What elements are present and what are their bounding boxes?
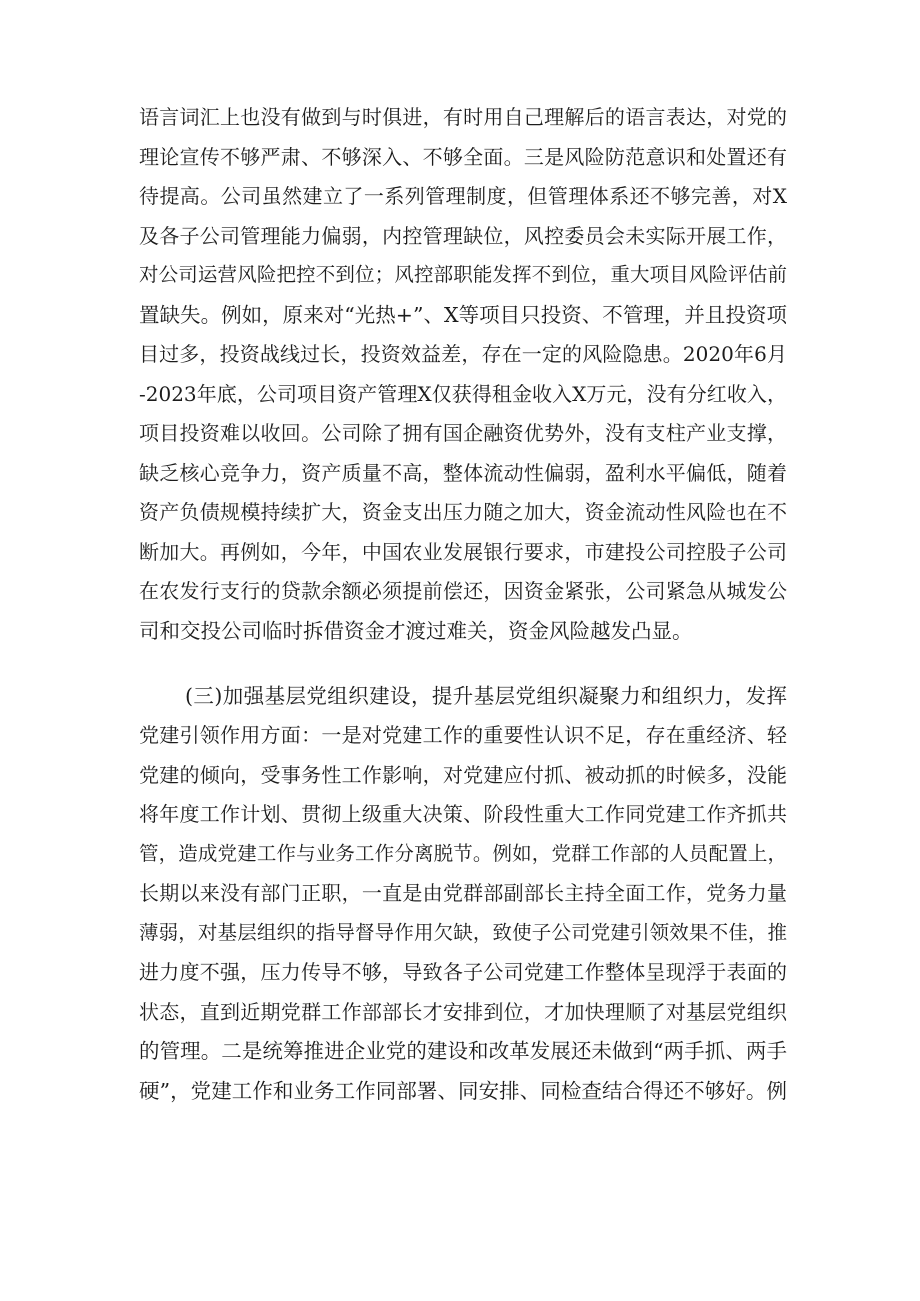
paragraph-2-line: 长期以来没有部门正职，一直是由党群部副部长主持全面工作，党务力量 bbox=[139, 881, 787, 905]
paragraph-1-line: 在农发行支行的贷款余额必须提前偿还，因资金紧张，公司紧急从城发公 bbox=[139, 579, 787, 603]
paragraph-2-line: 党建引领作用方面：一是对党建工作的重要性认识不足，存在重经济、轻 bbox=[139, 723, 787, 747]
paragraph-1-line: 断加大。再例如，今年，中国农业发展银行要求，市建投公司控股子公司 bbox=[139, 540, 787, 564]
paragraph-1-line: 资产负债规模持续扩大，资金支出压力随之加大，资金流动性风险也在不 bbox=[139, 500, 787, 524]
paragraph-2-line: 硬”，党建工作和业务工作同部署、同安排、同检查结合得还不够好。例 bbox=[139, 1079, 787, 1103]
paragraph-2-line: 将年度工作计划、贯彻上级重大决策、阶段性重大工作同党建工作齐抓共 bbox=[139, 802, 787, 826]
paragraph-1-line: 理论宣传不够严肃、不够深入、不够全面。三是风险防范意识和处置还有 bbox=[139, 145, 787, 169]
paragraph-2-line: 的管理。二是统筹推进企业党的建设和改革发展还未做到“两手抓、两手 bbox=[139, 1039, 787, 1063]
paragraph-1-line: 置缺失。例如，原来对“光热+”、X等项目只投资、不管理，并且投资项 bbox=[139, 303, 787, 327]
paragraph-1-line: 对公司运营风险把控不到位；风控部职能发挥不到位，重大项目风险评估前 bbox=[139, 263, 787, 286]
paragraph-1-line: 缺乏核心竞争力，资产质量不高，整体流动性偏弱，盈利水平偏低，随着 bbox=[139, 461, 787, 485]
paragraph-2-line: 党建的倾向，受事务性工作影响，对党建应付抓、被动抓的时候多，没能 bbox=[139, 763, 787, 787]
paragraph-1-line: 语言词汇上也没有做到与时俱进，有时用自己理解后的语言表达，对党的 bbox=[139, 105, 787, 129]
paragraph-2-line: 薄弱，对基层组织的指导督导作用欠缺，致使子公司党建引领效果不佳，推 bbox=[139, 921, 787, 944]
paragraph-2-line: 状态，直到近期党群工作部部长才安排到位，才加快理顺了对基层党组织 bbox=[139, 1000, 787, 1024]
paragraph-1-line: 项目投资难以收回。公司除了拥有国企融资优势外，没有支柱产业支撑， bbox=[139, 421, 787, 445]
paragraph-1-line: 及各子公司管理能力偏弱，内控管理缺位，风控委员会未实际开展工作， bbox=[139, 224, 787, 248]
paragraph-1-last-line: 司和交投公司临时拆借资金才渡过难关，资金风险越发凸显。 bbox=[139, 619, 693, 643]
paragraph-1-line: 目过多，投资战线过长，投资效益差，存在一定的风险隐患。2020年6月 bbox=[139, 342, 787, 366]
paragraph-2-line: 管，造成党建工作与业务工作分离脱节。例如，党群工作部的人员配置上， bbox=[139, 842, 787, 865]
paragraph-2-first-line: (三)加强基层党组织建设，提升基层党组织凝聚力和组织力，发挥 bbox=[185, 684, 787, 708]
paragraph-1-line: -2023年底，公司项目资产管理X仅获得租金收入X万元，没有分红收入， bbox=[139, 382, 787, 406]
paragraph-1-line: 待提高。公司虽然建立了一系列管理制度，但管理体系还不够完善，对X bbox=[139, 184, 787, 208]
paragraph-2-line: 进力度不强，压力传导不够，导致各子公司党建工作整体呈现浮于表面的 bbox=[139, 960, 787, 984]
